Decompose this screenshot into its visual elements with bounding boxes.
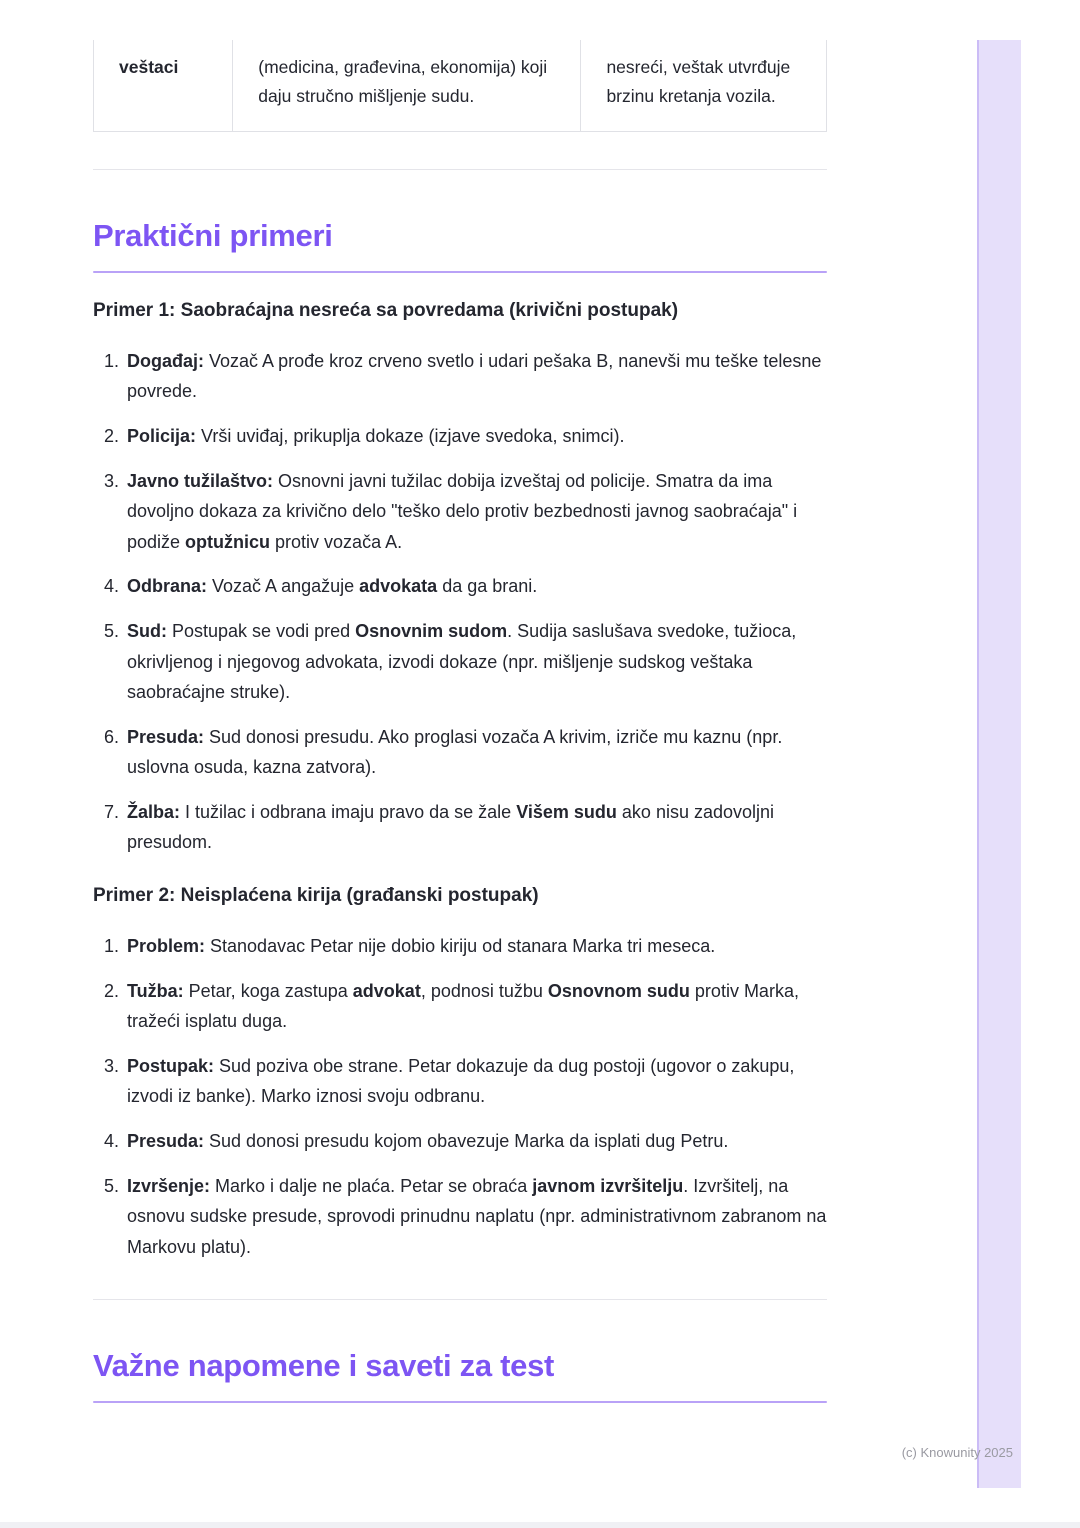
list-item-text: protiv vozača A.: [270, 531, 403, 552]
list-item-emphasis: javnom izvršitelju: [532, 1175, 684, 1196]
list-item-emphasis: Postupak:: [127, 1055, 215, 1076]
list-item: [124, 1171, 827, 1263]
list-item-emphasis: Izvršenje:: [127, 1175, 211, 1196]
list-item-text: . Izvršitelj, na osnovu sudske presude, sprovodi prinudnu naplatu (npr. administrativnom zabranom na Markovu platu).: [127, 1175, 827, 1257]
definition-table: [93, 40, 827, 132]
list-item-emphasis: Žalba:: [127, 801, 181, 822]
list-item-emphasis: Sud:: [127, 620, 167, 641]
list-item: [124, 421, 827, 452]
list-item-emphasis: optužnicu: [185, 531, 271, 552]
list-item-emphasis: Presuda:: [127, 726, 205, 747]
list-item-text: Stanodavac Petar nije dobio kiriju od stanara Marka tri meseca.: [205, 936, 716, 957]
list-item-emphasis: Događaj:: [127, 350, 205, 371]
example2-steps-list: [93, 931, 827, 1262]
section-title-notes-and-tips: Važne napomene i saveti za test: [93, 1348, 555, 1384]
list-item-text: . Sudija saslušava svedoke, tužioca, okrivljenog i njegovog advokata, izvodi dokaze (npr. mišljenje sudskog veštaka saobraćajne struke).: [127, 620, 797, 703]
list-item-emphasis: Odbrana:: [127, 576, 208, 597]
list-item-text: Marko i dalje ne plaća. Petar se obraća: [210, 1175, 533, 1196]
list-item-text: Postupak se vodi pred: [167, 620, 356, 641]
list-item: [124, 1126, 827, 1157]
list-item-text: Osnovni javni tužilac dobija izveštaj od policije. Smatra da ima dovoljno dokaza za krivično delo "teško delo protiv bezbednosti javnog saobraćaja" i podiže: [127, 470, 798, 552]
example1-heading: Primer 1: Saobraćajna nesreća sa povredama (krivični postupak): [93, 299, 679, 321]
section-title-underline: [93, 1401, 827, 1403]
list-item-text: Vrši uviđaj, prikuplja dokaze (izjave svedoka, snimci).: [196, 425, 625, 446]
list-item-emphasis: Problem:: [127, 936, 206, 957]
list-item-text: Petar, koga zastupa: [183, 980, 353, 1001]
list-item-text: Sud donosi presudu. Ako proglasi vozača A krivim, izriče mu kaznu (npr. uslovna osuda, kazna zatvora).: [127, 726, 783, 778]
list-item-emphasis: advokat: [352, 980, 421, 1001]
list-item-emphasis: advokata: [359, 576, 438, 597]
list-item: [124, 797, 827, 858]
section-divider: [93, 169, 827, 170]
page-side-strip: [977, 40, 1021, 1488]
list-item-text: , podnosi tužbu: [420, 980, 548, 1001]
list-item-emphasis: Tužba:: [127, 980, 184, 1001]
list-item: [124, 976, 827, 1037]
section-title-practical-examples: Praktični primeri: [93, 217, 333, 253]
example1-steps-list: [93, 346, 827, 858]
list-item-text: da ga brani.: [437, 576, 538, 597]
list-item-emphasis: Presuda:: [127, 1131, 205, 1152]
list-item-text: protiv Marka, tražeći isplatu duga.: [127, 980, 799, 1032]
table-row: [94, 40, 827, 131]
list-item-text: Sud poziva obe strane. Petar dokazuje da dug postoji (ugovor o zakupu, izvodi iz banke). Marko iznosi svoju odbranu.: [127, 1055, 795, 1107]
list-item: [124, 616, 827, 708]
table-cell-example: nesreći, veštak utvrđuje brzinu kretanja vozila.: [581, 40, 827, 131]
watermark: (c) Knowunity 2025: [901, 1445, 1013, 1460]
document-content: [93, 40, 827, 1403]
list-item-emphasis: Osnovnim sudom: [355, 620, 508, 641]
list-item-emphasis: Policija:: [127, 425, 197, 446]
page-bottom-edge: [0, 1522, 1080, 1528]
list-item: [124, 571, 827, 602]
list-item-text: Vozač A angažuje: [207, 576, 360, 597]
list-item-text: ako nisu zadovoljni presudom.: [127, 801, 775, 853]
list-item: [124, 1051, 827, 1112]
example2-heading: Primer 2: Neisplaćena kirija (građanski postupak): [93, 885, 539, 907]
list-item-emphasis: Višem sudu: [516, 801, 617, 822]
section-title-underline: [93, 271, 827, 273]
list-item: [124, 931, 827, 962]
list-item: [124, 466, 827, 558]
list-item-text: I tužilac i odbrana imaju pravo da se žale: [180, 801, 517, 822]
table-cell-term: veštaci: [94, 40, 233, 131]
section-divider: [93, 1299, 827, 1300]
list-item: [124, 722, 827, 783]
list-item-emphasis: Javno tužilaštvo:: [127, 470, 274, 491]
list-item: [124, 346, 827, 407]
table-cell-definition: (medicina, građevina, ekonomija) koji daju stručno mišljenje sudu.: [233, 40, 581, 131]
list-item-emphasis: Osnovnom sudu: [547, 980, 690, 1001]
list-item-text: Vozač A prođe kroz crveno svetlo i udari pešaka B, nanevši mu teške telesne povrede.: [127, 350, 822, 402]
list-item-text: Sud donosi presudu kojom obavezuje Marka da isplati dug Petru.: [204, 1131, 729, 1152]
